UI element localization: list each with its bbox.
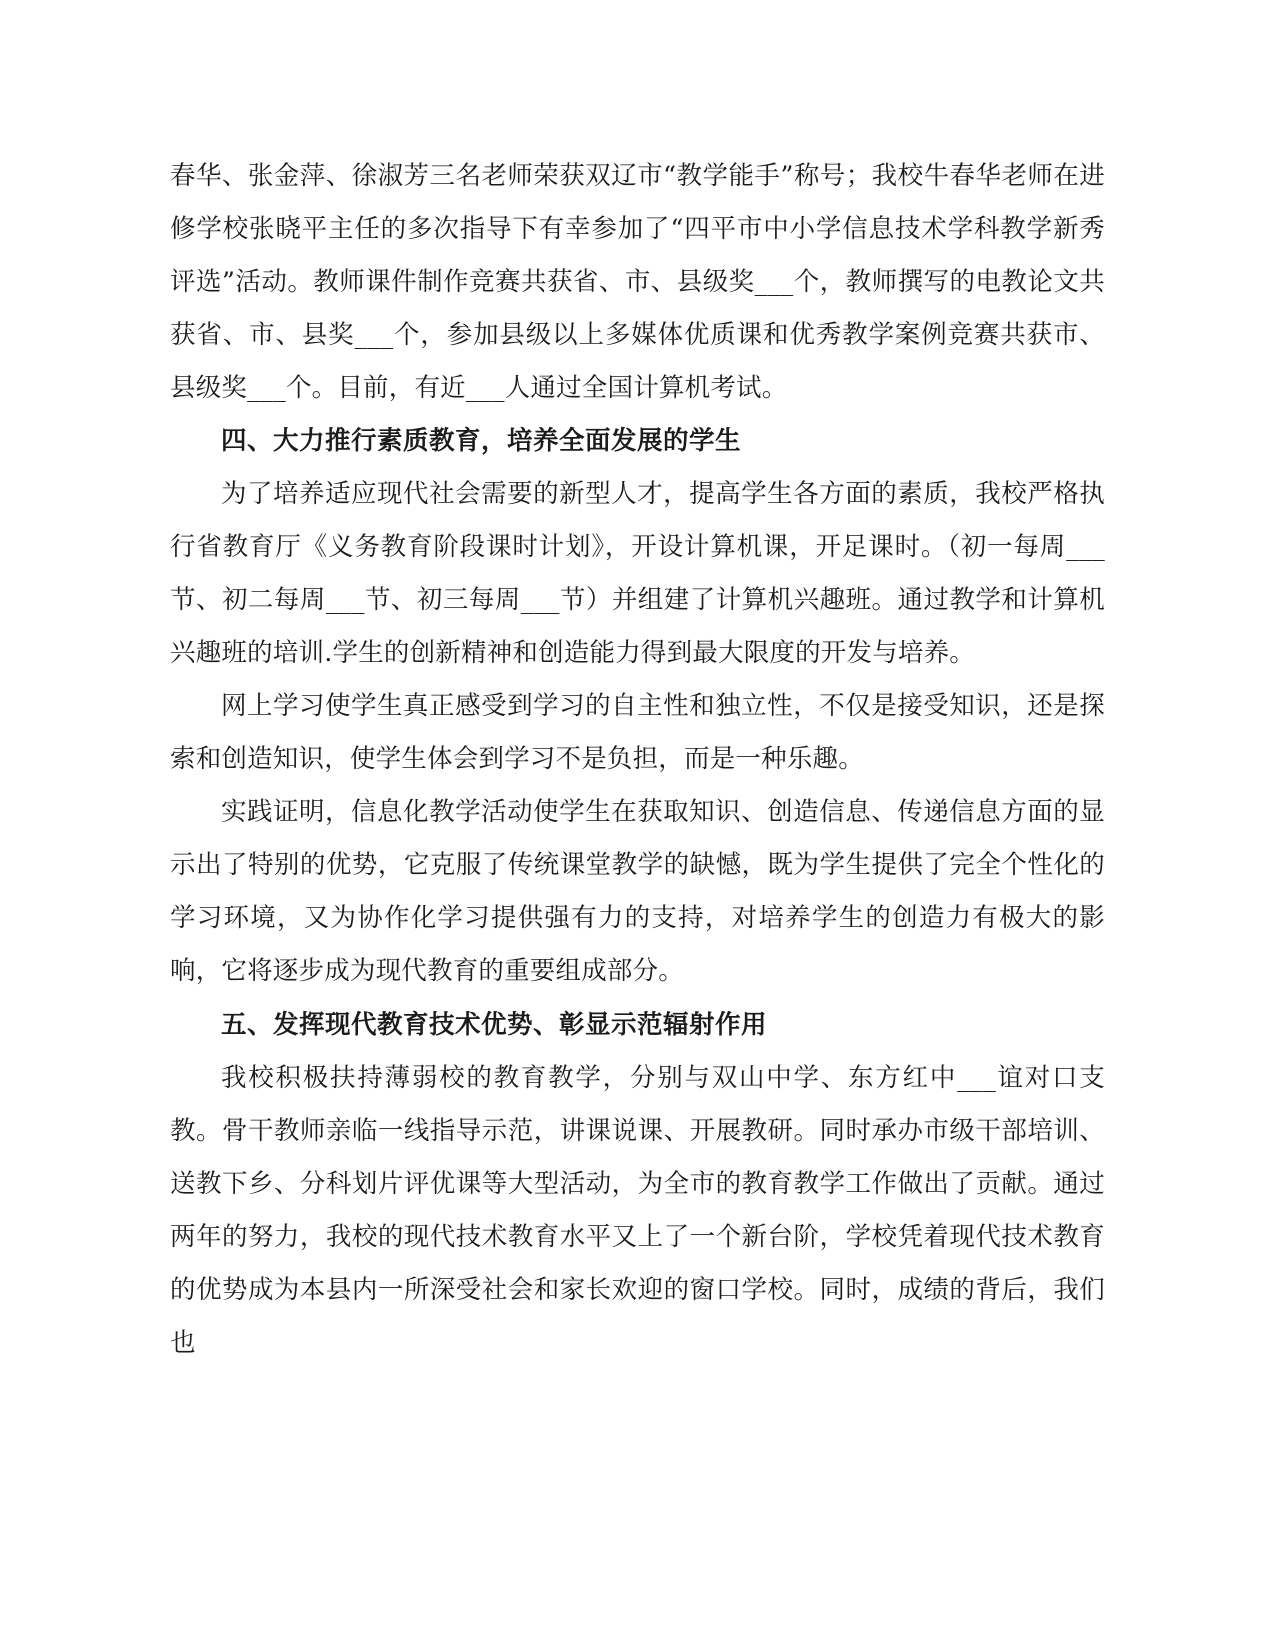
- paragraph-support-schools: 我校积极扶持薄弱校的教育教学，分别与双山中学、东方红中___谊对口支教。骨干教师亲临一线指导示范，讲课说课、开展教研。同时承办市级干部培训、送教下乡、分科划片评优课等大型活动，为全市的教育教学工作做出了贡献。通过两年的努力，我校的现代技术教育水平又上了一个新台阶，学校凭着现代技术教育的优势成为本县内一所深受社会和家长欢迎的窗口学校。同时，成绩的背后，我们也: [170, 1062, 1105, 1358]
- document-body: [170, 150, 1105, 1370]
- section-heading-five: 五、发挥现代教育技术优势、彰显示范辐射作用: [221, 1009, 768, 1040]
- section-heading-four: 四、大力推行素质教育，培养全面发展的学生: [221, 426, 742, 457]
- paragraph-practice-proof: 实践证明，信息化教学活动使学生在获取知识、创造信息、传递信息方面的显示出了特别的优势，它克服了传统课堂教学的缺憾，既为学生提供了完全个性化的学习环境，又为协作化学习提供强有力的支持，对培养学生的创造力有极大的影响，它将逐步成为现代教育的重要组成部分。: [170, 797, 1105, 987]
- paragraph-continued: 春华、张金萍、徐淑芳三名老师荣获双辽市“教学能手”称号；我校牛春华老师在进修学校张晓平主任的多次指导下有幸参加了“四平市中小学信息技术学科教学新秀评选”活动。教师课件制作竞赛共获省、市、县级奖___个，教师撰写的电教论文共获省、市、县奖___个，参加县级以上多媒体优质课和优秀教学案例竞赛共获市、县级奖___个。目前，有近___人通过全国计算机考试。: [170, 161, 1105, 404]
- paragraph-online-learning: 网上学习使学生真正感受到学习的自主性和独立性，不仅是接受知识，还是探索和创造知识，使学生体会到学习不是负担，而是一种乐趣。: [170, 691, 1105, 775]
- paragraph-quality-education: 为了培养适应现代社会需要的新型人才，提高学生各方面的素质，我校严格执行省教育厅《义务教育阶段课时计划》，开设计算机课，开足课时。（初一每周___节、初二每周___节、初三每周___节）并组建了计算机兴趣班。通过教学和计算机兴趣班的培训.学生的创新精神和创造能力得到最大限度的开发与培养。: [170, 479, 1105, 669]
